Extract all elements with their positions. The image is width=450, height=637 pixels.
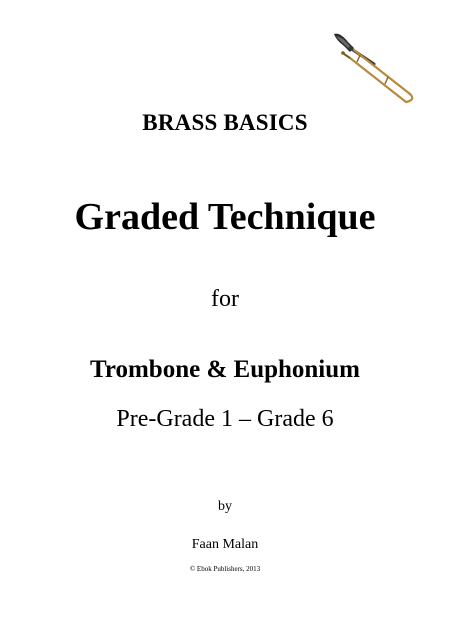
author-name: Faan Malan [191,537,259,552]
for-text: for [211,286,239,312]
trombone-icon [330,28,420,110]
copyright-notice: © Ebok Publishers, 2013 [189,565,261,573]
grade-range: Pre-Grade 1 – Grade 6 [116,406,334,432]
by-text: by [218,499,232,514]
series-title: BRASS BASICS [142,110,308,135]
instruments-subtitle: Trombone & Euphonium [90,356,360,383]
book-title: Graded Technique [74,196,376,238]
